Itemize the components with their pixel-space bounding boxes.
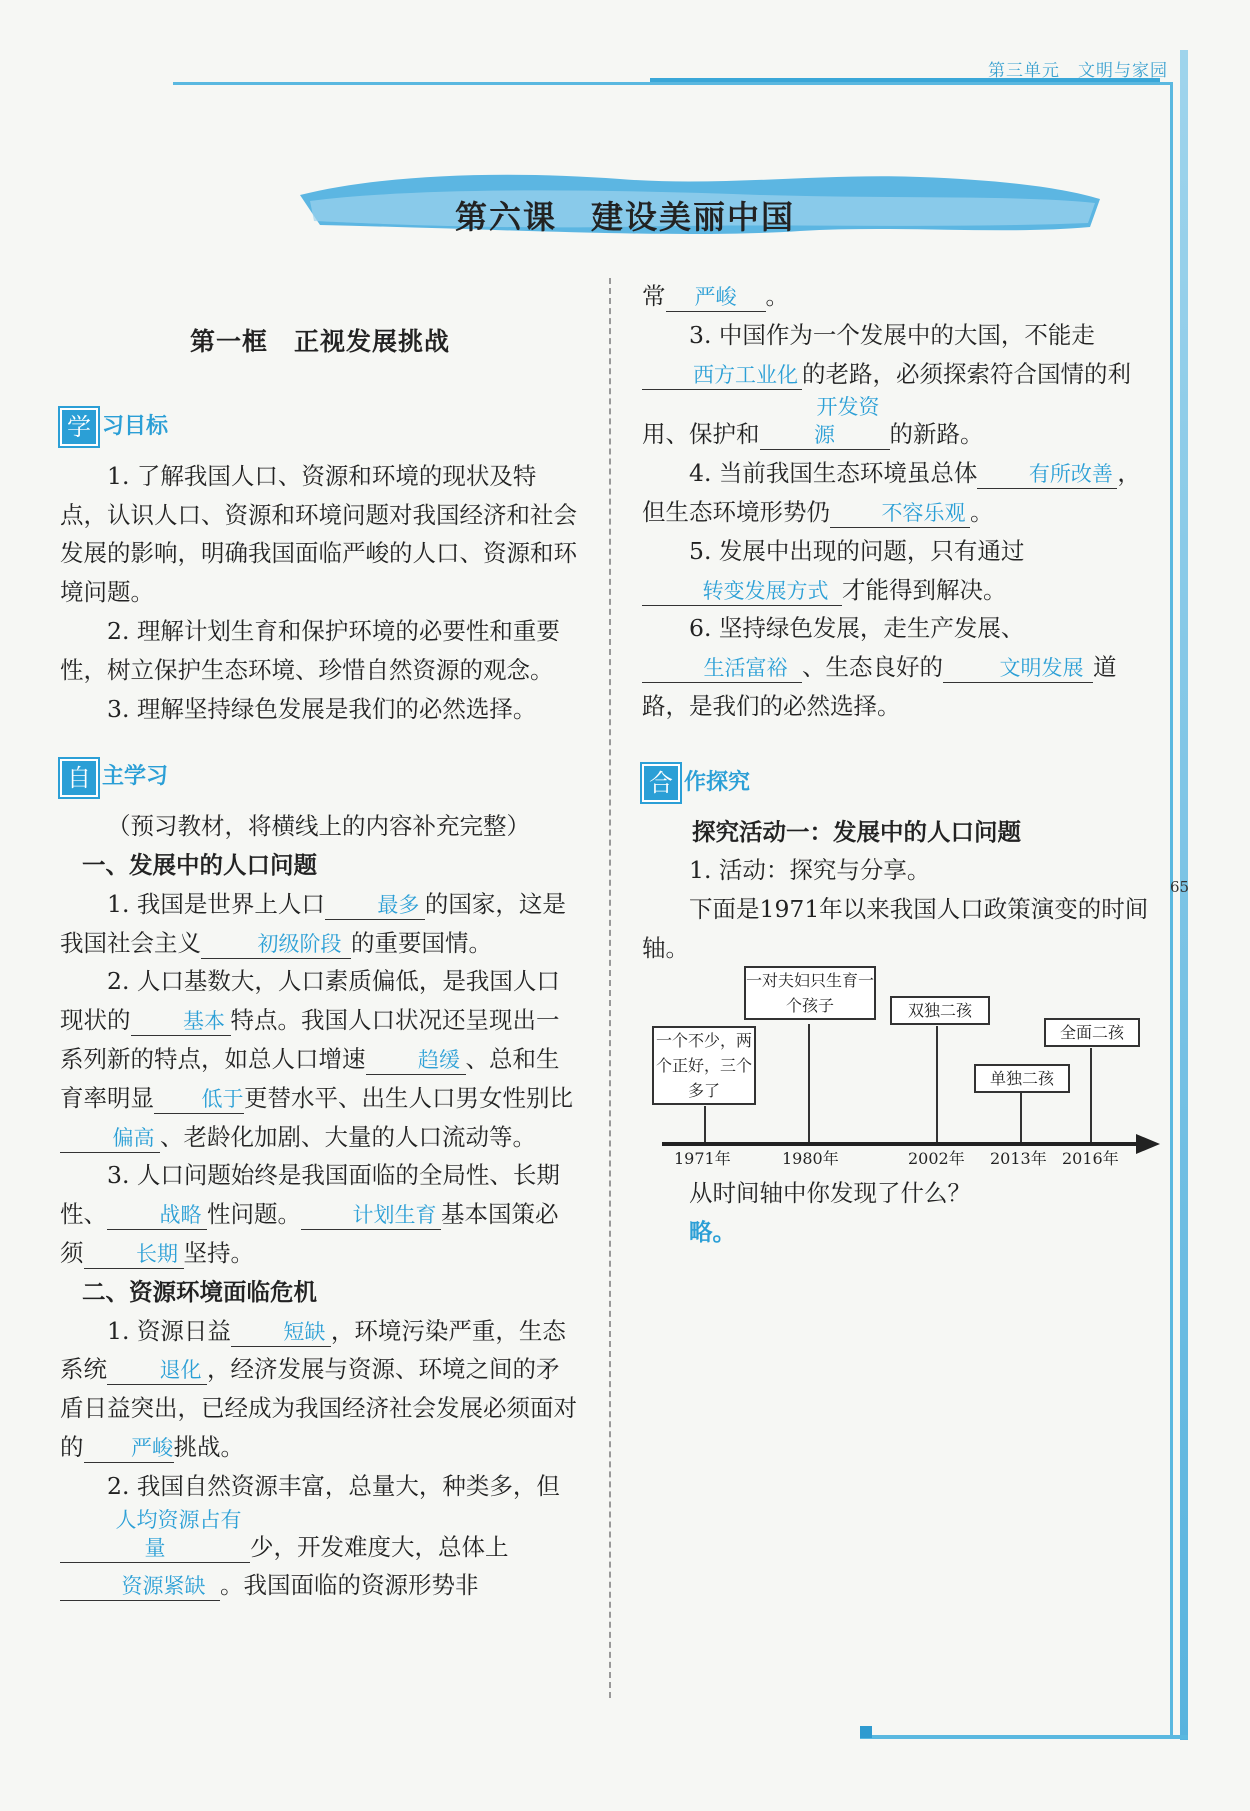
fill-blank: 不容乐观 xyxy=(830,499,970,528)
fill-blank: 文明发展 xyxy=(943,654,1093,683)
tag-box: 合 xyxy=(642,764,680,802)
paragraph: 4. 当前我国生态环境虽总体 有所改善 ，但生态环境形势仍 不容乐观 。 xyxy=(642,459,1141,526)
fill-blank: 人均资源占有量 xyxy=(60,1506,250,1563)
fill-blank: 偏高 xyxy=(60,1124,160,1153)
answer: 略。 xyxy=(689,1217,736,1246)
goal-item: 3. 理解坚持绿色发展是我们的必然选择。 xyxy=(107,694,537,723)
fill-blank: 战略 xyxy=(107,1201,207,1230)
activity-description: 下面是1971年以来我国人口政策演变的时间轴。 xyxy=(642,895,1149,962)
tag-box: 学 xyxy=(60,408,98,446)
timeline-box-2002: 双独二孩 xyxy=(890,996,990,1025)
tag-label: 主学习 xyxy=(102,764,169,790)
fill-blank: 计划生育 xyxy=(301,1201,441,1230)
fill-blank: 生活富裕 xyxy=(642,654,802,683)
page-number: 65 xyxy=(1170,878,1190,896)
goal-item: 2. 理解计划生育和保护环境的必要性和重要性，树立保护生态环境、珍惜自然资源的观念。 xyxy=(60,616,560,684)
timeline-box-1980: 一对夫妇只生育一个孩子 xyxy=(744,966,876,1020)
fill-blank: 转变发展方式 xyxy=(642,577,842,606)
timeline-year: 1971年 xyxy=(674,1149,731,1168)
fill-blank: 趋缓 xyxy=(366,1046,466,1075)
fill-blank: 初级阶段 xyxy=(201,930,351,959)
right-border-line xyxy=(1170,84,1173,1739)
right-column xyxy=(642,277,1162,968)
activity-title: 探究活动一：发展中的人口问题 xyxy=(692,817,1021,846)
timeline-box-1971: 一个不少，两个正好，三个多了 xyxy=(652,1026,756,1105)
column-divider xyxy=(609,278,611,1698)
population-policy-timeline xyxy=(642,958,1162,1178)
fill-blank: 西方工业化 xyxy=(642,361,802,390)
paragraph: 1. 我国是世界上人口 最多 的国家，这是我国社会主义 初级阶段 的重要国情。 xyxy=(60,889,566,957)
subheading-population: 一、发展中的人口问题 xyxy=(82,850,317,879)
paragraph: 3. 人口问题始终是我国面临的全局性、长期性、 战略 性问题。 计划生育 基本国策必须 长期 坚持。 xyxy=(60,1161,560,1267)
header-rule xyxy=(173,82,1173,85)
paragraph: 6. 坚持绿色发展，走生产发展、生活富裕 、生态良好的 文明发展 道路，是我们的必然选择。 xyxy=(642,614,1117,720)
timeline-box-2016: 全面二孩 xyxy=(1044,1018,1140,1047)
paragraph: 2. 我国自然资源丰富，总量大，种类多，但人均资源占有量 少，开发难度大，总体上资源紧缺 。我国面临的资源形势非 xyxy=(60,1467,580,1605)
fill-blank: 基本 xyxy=(131,1007,231,1036)
tag-box: 自 xyxy=(60,759,98,797)
subheading-resources: 二、资源环境面临危机 xyxy=(82,1277,317,1306)
section-tag-cooperation xyxy=(642,764,1162,803)
fill-blank: 退化 xyxy=(107,1356,207,1385)
fill-blank: 长期 xyxy=(84,1240,184,1269)
frame-title: 第一框 正视发展挑战 xyxy=(189,327,450,356)
tag-label: 习目标 xyxy=(102,414,169,439)
paragraph: 常 严峻 。 xyxy=(642,282,789,310)
question: 从时间轴中你发现了什么？ xyxy=(689,1179,971,1207)
question-block xyxy=(642,1174,1162,1252)
fill-blank: 严峻 xyxy=(84,1434,174,1463)
tag-label: 作探究 xyxy=(684,769,751,795)
paragraph: 3. 中国作为一个发展中的大国，不能走西方工业化 的老路，必须探索符合国情的利用、保护和开发资源 的新路。 xyxy=(642,320,1131,449)
bottom-rule xyxy=(860,1735,1188,1739)
paragraph: 5. 发展中出现的问题，只有通过转变发展方式 才能得到解决。 xyxy=(642,532,1162,610)
paragraph: 2. 人口基数大，人口素质偏低，是我国人口现状的 基本 特点。我国人口状况还呈现出一系列新的特点，如总人口增速 趋缓 、总和生育率明显 低于更替水平、出生人口男女性别比偏高 、老龄化加剧、大量的人口流动等。 xyxy=(60,967,573,1151)
instruction: （预习教材，将横线上的内容补充完整） xyxy=(107,812,530,841)
timeline-year: 2016年 xyxy=(1062,1149,1119,1168)
section-tag-self-study xyxy=(60,758,580,797)
unit-header: 第三单元 文明与家园 xyxy=(988,61,1168,81)
fill-blank: 最多 xyxy=(325,891,425,920)
section-tag-goals xyxy=(60,408,580,447)
activity-step: 1. 活动：探究与分享。 xyxy=(689,856,931,885)
lesson-title: 第六课 建设美丽中国 xyxy=(454,198,795,236)
bottom-marker xyxy=(860,1726,872,1738)
timeline-tick xyxy=(808,1024,810,1142)
fill-blank: 低于 xyxy=(154,1085,244,1114)
timeline-year: 1980年 xyxy=(782,1149,839,1168)
paragraph: 1. 资源日益 短缺 ，环境污染严重，生态系统 退化 ，经济发展与资源、环境之间的矛盾日益突出，已经成为我国经济社会发展必须面对的 严峻挑战。 xyxy=(60,1316,577,1461)
timeline-box-2013: 单独二孩 xyxy=(974,1064,1070,1093)
fill-blank: 开发资源 xyxy=(760,393,890,450)
fill-blank: 资源紧缺 xyxy=(60,1572,220,1601)
fill-blank: 有所改善 xyxy=(977,460,1117,489)
fill-blank: 短缺 xyxy=(231,1318,331,1347)
left-column xyxy=(60,408,580,1605)
fill-blank: 严峻 xyxy=(666,283,766,312)
timeline-year: 2002年 xyxy=(908,1149,965,1168)
goal-item: 1. 了解我国人口、资源和环境的现状及特点，认识人口、资源和环境问题对我国经济和社会发展的影响，明确我国面临严峻的人口、资源和环境问题。 xyxy=(60,461,577,607)
timeline-tick xyxy=(1090,1048,1092,1142)
timeline-tick xyxy=(936,1026,938,1142)
timeline-year: 2013年 xyxy=(990,1149,1047,1168)
